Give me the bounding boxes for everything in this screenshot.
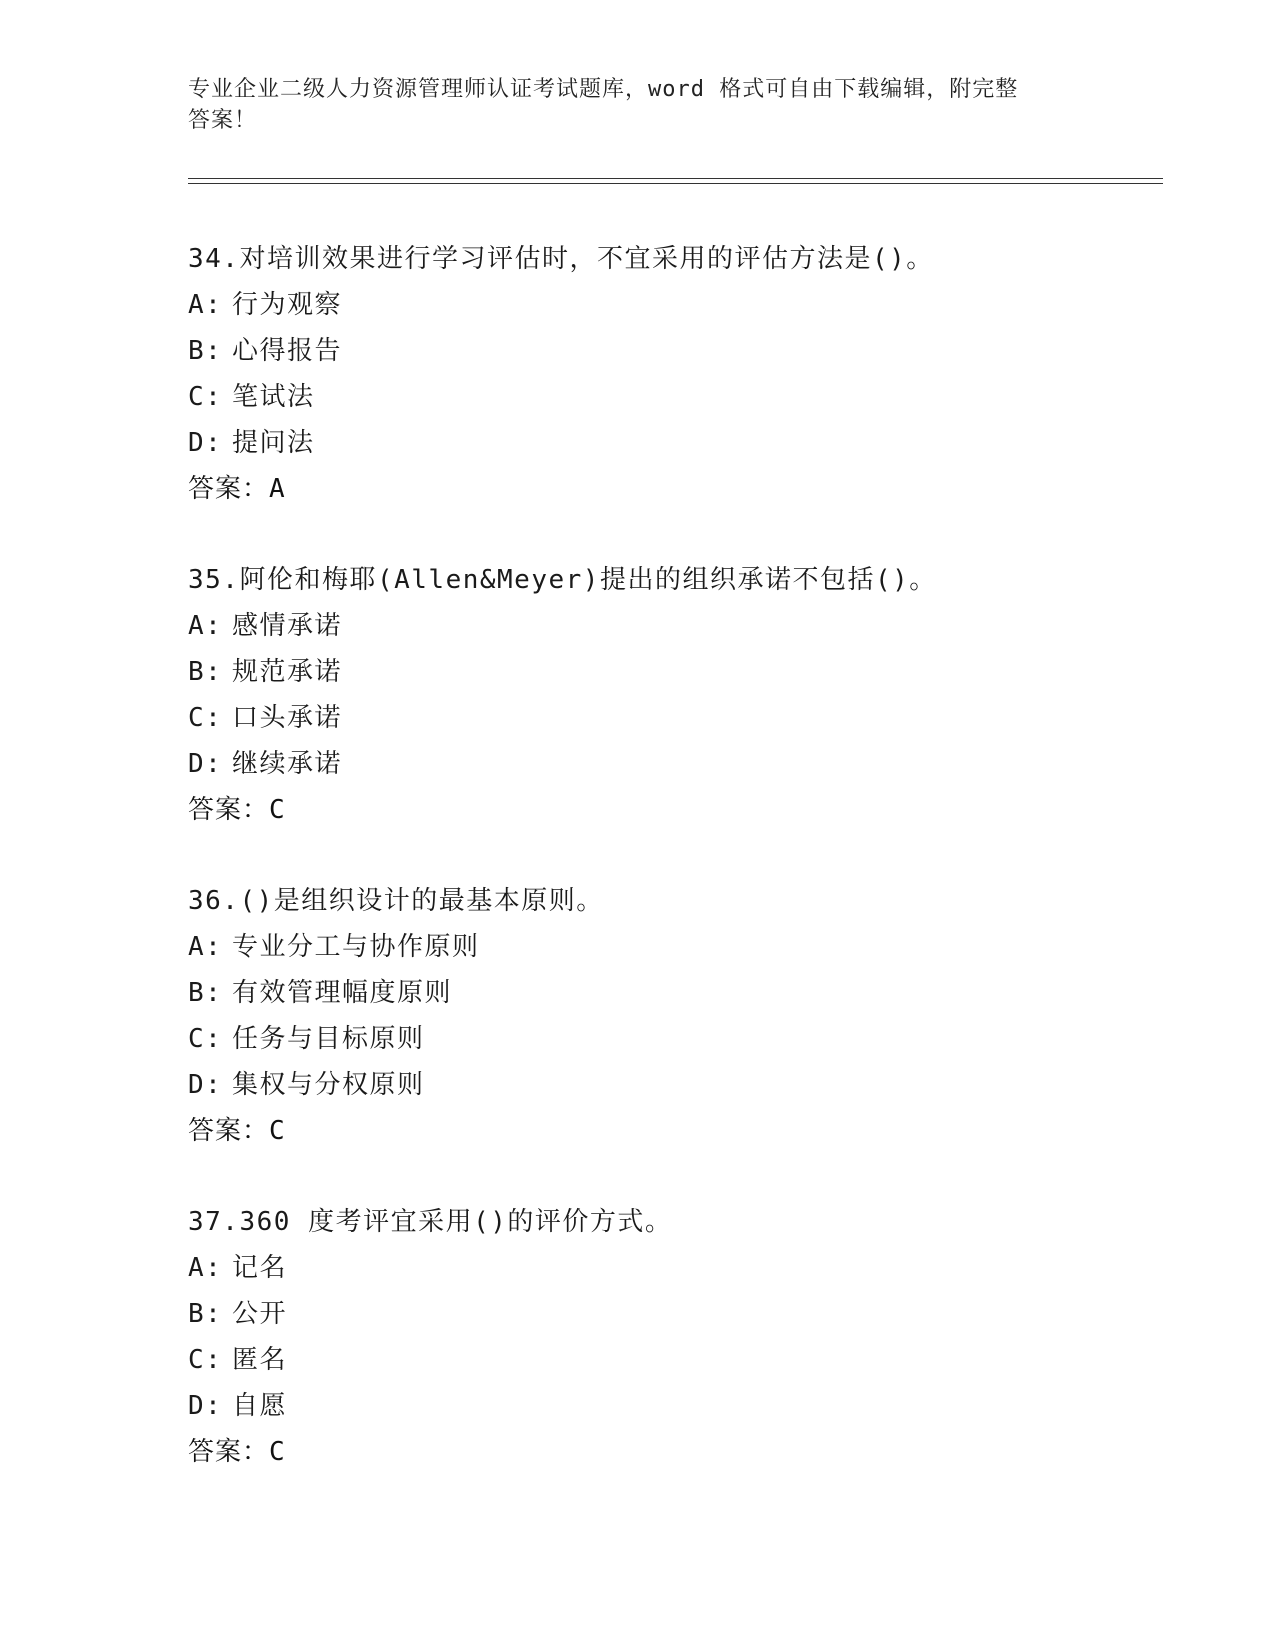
- option-text: 集权与分权原则: [232, 1070, 425, 1100]
- option-key: A:: [188, 290, 223, 320]
- question-37: [188, 1199, 1168, 1475]
- option-key: C:: [188, 1345, 223, 1375]
- option-key: D:: [188, 428, 223, 458]
- document-header: [188, 74, 1088, 136]
- option-text: 感情承诺: [232, 611, 343, 641]
- option-text: 自愿: [232, 1391, 288, 1421]
- answer-line: [188, 1108, 1168, 1154]
- option-key: B:: [188, 657, 223, 687]
- option-text: 公开: [232, 1299, 288, 1329]
- answer-value: C: [269, 1437, 286, 1467]
- option-key: D:: [188, 1070, 223, 1100]
- option-key: C:: [188, 1024, 223, 1054]
- question-text: 36.()是组织设计的最基本原则。: [188, 886, 604, 916]
- option-b: [188, 1291, 1168, 1337]
- header-line-1: 专业企业二级人力资源管理师认证考试题库，word 格式可自由下载编辑，附完整: [188, 77, 1019, 102]
- option-text: 有效管理幅度原则: [232, 978, 453, 1008]
- answer-line: [188, 466, 1168, 512]
- header-divider-top: [188, 178, 1163, 179]
- header-line-2: 答案！: [188, 108, 258, 133]
- question-35: [188, 557, 1168, 833]
- answer-line: [188, 787, 1168, 833]
- option-c: [188, 695, 1168, 741]
- option-text: 笔试法: [232, 382, 315, 412]
- option-c: [188, 374, 1168, 420]
- option-c: [188, 1337, 1168, 1383]
- option-key: B:: [188, 978, 223, 1008]
- option-a: [188, 924, 1168, 970]
- option-a: [188, 603, 1168, 649]
- answer-value: C: [269, 1116, 286, 1146]
- question-34: [188, 236, 1168, 512]
- answer-label: 答案：: [188, 1437, 270, 1467]
- option-key: B:: [188, 336, 223, 366]
- option-key: C:: [188, 703, 223, 733]
- option-text: 继续承诺: [232, 749, 343, 779]
- option-text: 专业分工与协作原则: [232, 932, 480, 962]
- question-text: 35.阿伦和梅耶(Allen&Meyer)提出的组织承诺不包括()。: [188, 565, 937, 595]
- option-key: A:: [188, 611, 223, 641]
- option-text: 匿名: [232, 1345, 288, 1375]
- option-text: 心得报告: [232, 336, 343, 366]
- option-text: 任务与目标原则: [232, 1024, 425, 1054]
- answer-label: 答案：: [188, 474, 270, 504]
- option-d: [188, 420, 1168, 466]
- answer-label: 答案：: [188, 1116, 270, 1146]
- option-a: [188, 1245, 1168, 1291]
- option-key: D:: [188, 749, 223, 779]
- option-text: 提问法: [232, 428, 315, 458]
- option-b: [188, 328, 1168, 374]
- question-list: [188, 236, 1168, 1520]
- option-d: [188, 1383, 1168, 1429]
- answer-value: C: [269, 795, 286, 825]
- header-divider-bottom: [188, 183, 1163, 184]
- option-text: 规范承诺: [232, 657, 343, 687]
- answer-value: A: [269, 474, 286, 504]
- option-key: C:: [188, 382, 223, 412]
- option-key: D:: [188, 1391, 223, 1421]
- question-text: 34.对培训效果进行学习评估时，不宜采用的评估方法是()。: [188, 244, 934, 274]
- option-key: A:: [188, 1253, 223, 1283]
- option-d: [188, 741, 1168, 787]
- option-key: B:: [188, 1299, 223, 1329]
- option-a: [188, 282, 1168, 328]
- option-text: 口头承诺: [232, 703, 343, 733]
- option-text: 行为观察: [232, 290, 343, 320]
- option-c: [188, 1016, 1168, 1062]
- answer-label: 答案：: [188, 795, 270, 825]
- option-d: [188, 1062, 1168, 1108]
- option-b: [188, 970, 1168, 1016]
- option-b: [188, 649, 1168, 695]
- question-36: [188, 878, 1168, 1154]
- answer-line: [188, 1429, 1168, 1475]
- question-text: 37.360 度考评宜采用()的评价方式。: [188, 1207, 673, 1237]
- option-key: A:: [188, 932, 223, 962]
- option-text: 记名: [232, 1253, 288, 1283]
